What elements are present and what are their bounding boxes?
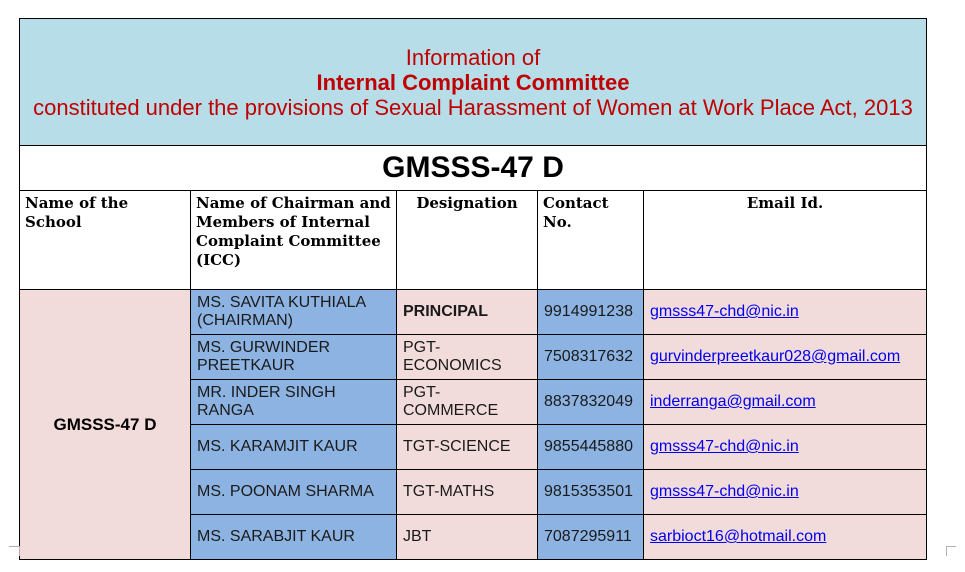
- member-email-cell: [644, 515, 927, 560]
- school-title: GMSSS-47 D: [20, 146, 927, 191]
- member-contact: 8837832049: [538, 380, 644, 425]
- col-header-contact: Contact No.: [538, 191, 644, 290]
- school-name-cell: GMSSS-47 D: [20, 290, 191, 560]
- member-designation: PRINCIPAL: [397, 290, 538, 335]
- member-email-link[interactable]: sarbioct16@hotmail.com: [650, 528, 827, 545]
- member-email-cell: [644, 335, 927, 380]
- member-name: MS. POONAM SHARMA: [191, 470, 397, 515]
- member-email-link[interactable]: gurvinderpreetkaur028@gmail.com: [650, 348, 901, 365]
- member-designation: JBT: [397, 515, 538, 560]
- document-sheet: [19, 18, 926, 544]
- header-line-3: constituted under the provisions of Sexual Harassment of Women at Work Place Act, 2013: [33, 94, 913, 120]
- member-name: MS. SAVITA KUTHIALA (CHAIRMAN): [191, 290, 397, 335]
- member-name: MS. SARABJIT KAUR: [191, 515, 397, 560]
- member-email-cell: [644, 380, 927, 425]
- member-email-cell: [644, 470, 927, 515]
- col-header-members: Name of Chairman and Members of Internal Complaint Committee (ICC): [191, 191, 397, 290]
- member-designation: PGT-COMMERCE: [397, 380, 538, 425]
- column-header-row: [20, 191, 927, 290]
- member-email-cell: [644, 425, 927, 470]
- table-row: [20, 290, 927, 335]
- member-name: MS. GURWINDER PREETKAUR: [191, 335, 397, 380]
- header-line-2: Internal Complaint Committee: [316, 69, 630, 95]
- member-designation: TGT-MATHS: [397, 470, 538, 515]
- member-designation: PGT-ECONOMICS: [397, 335, 538, 380]
- margin-mark-left-v: [19, 546, 20, 556]
- icc-table: [19, 18, 927, 560]
- margin-mark-right-v: [946, 546, 947, 556]
- member-contact: 7508317632: [538, 335, 644, 380]
- member-email-link[interactable]: gmsss47-chd@nic.in: [650, 438, 799, 455]
- member-name: MS. KARAMJIT KAUR: [191, 425, 397, 470]
- member-contact: 9855445880: [538, 425, 644, 470]
- member-designation: TGT-SCIENCE: [397, 425, 538, 470]
- member-email-link[interactable]: gmsss47-chd@nic.in: [650, 483, 799, 500]
- member-email-link[interactable]: inderranga@gmail.com: [650, 393, 816, 410]
- member-contact: 9815353501: [538, 470, 644, 515]
- member-name: MR. INDER SINGH RANGA: [191, 380, 397, 425]
- col-header-email: Email Id.: [644, 191, 927, 290]
- member-email-link[interactable]: gmsss47-chd@nic.in: [650, 303, 799, 320]
- member-email-cell: [644, 290, 927, 335]
- margin-mark-right: [946, 546, 956, 547]
- col-header-school: Name of the School: [20, 191, 191, 290]
- member-contact: 7087295911: [538, 515, 644, 560]
- header-line-1: Information of: [405, 44, 541, 70]
- header-block: [20, 19, 927, 146]
- member-contact: 9914991238: [538, 290, 644, 335]
- col-header-designation: Designation: [397, 191, 538, 290]
- margin-mark-left: [9, 546, 19, 547]
